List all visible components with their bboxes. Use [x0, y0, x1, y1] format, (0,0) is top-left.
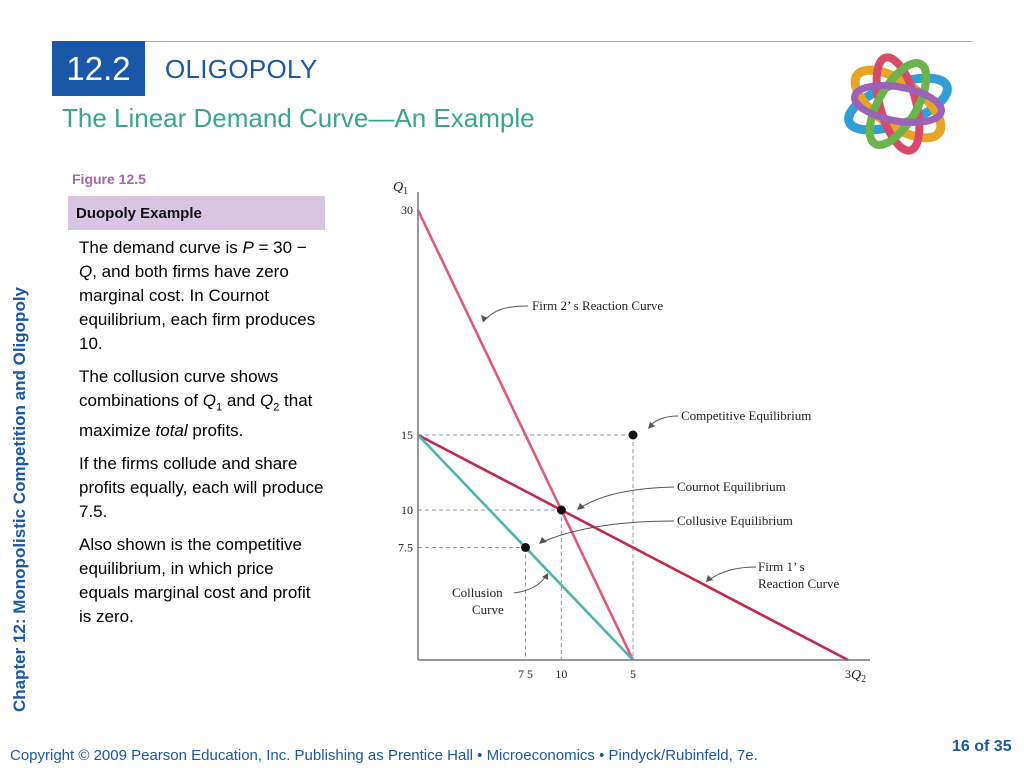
paragraph-competitive: Also shown is the competitive equilibrium, in which price equals marginal cost and profit is zero.: [79, 535, 311, 627]
firm2-annotation: Firm 2’ s Reaction Curve: [532, 298, 664, 313]
x-tick-label-0: 7 5: [518, 667, 533, 681]
equilibrium-point-2: [521, 543, 530, 552]
competitive-arrowhead: [648, 422, 655, 429]
section-number: 12.2: [52, 41, 145, 96]
figure-label: Figure 12.5: [72, 171, 146, 187]
equilibrium-point-1: [557, 506, 566, 515]
rings-logo-icon: [826, 42, 971, 172]
y-tick-label-3: 7.5: [398, 540, 413, 555]
firm2-leader: [483, 306, 528, 322]
x-tick-label-1: 10: [555, 667, 568, 681]
equilibrium-points: [521, 431, 638, 553]
slide-subtitle: The Linear Demand Curve—An Example: [62, 103, 535, 133]
y-tick-label-0: 30: [401, 203, 413, 217]
paragraph-demand: The demand curve is P = 30 − Q, and both firms have zero marginal cost. In Cournot equilibrium, each firm produces 10.: [79, 238, 316, 353]
firm1-annotation-line2: Reaction Curve: [758, 576, 840, 591]
chapter-sidebar-text: Chapter 12: Monopolistic Competition and Oligopoly: [10, 287, 29, 712]
annotations: [452, 298, 839, 617]
footer-copyright: Copyright © 2009 Pearson Education, Inc. Publishing as Prentice Hall • Microeconomics • Pindyck/Rubinfeld, 7e.: [10, 747, 758, 764]
x-tick-label-3: 3: [845, 667, 851, 681]
collusion-leader: [514, 576, 546, 593]
competitive-annotation: Competitive Equilibrium: [681, 408, 812, 423]
section-title: OLIGOPOLY: [165, 54, 318, 84]
paragraph-collusion: The collusion curve shows combinations of $Q_1$ and $Q_2$ that maximize total profits.: [79, 367, 313, 441]
firm1-annotation-line1: Firm 1’ s: [758, 559, 805, 574]
competitive-leader: [650, 416, 678, 426]
collusive-annotation: Collusive Equilibrium: [677, 513, 793, 528]
x-axis-label: $Q_2$: [851, 668, 867, 685]
y-tick-label-2: 10: [401, 503, 413, 517]
equilibrium-point-0: [629, 431, 638, 440]
collusion-annotation-line2: Curve: [472, 602, 504, 617]
cournot-leader: [580, 487, 674, 508]
paragraph-share: If the firms collude and share profits equally, each will produce 7.5.: [79, 454, 324, 522]
reaction-curves-chart: [380, 170, 880, 690]
y-tick-label-1: 15: [401, 428, 413, 442]
firm1-leader: [709, 567, 756, 580]
collusion-arrowhead: [542, 573, 548, 580]
tick-labels: [398, 203, 851, 681]
y-axis-label: $Q_1$: [393, 180, 409, 197]
cournot-arrowhead: [577, 503, 585, 510]
page-number: 16 of 35: [952, 738, 1012, 755]
x-tick-label-2: 5: [630, 667, 636, 681]
panel-header: Duopoly Example: [68, 196, 325, 230]
collusion-annotation-line1: Collusion: [452, 585, 503, 600]
panel-body: [79, 236, 324, 638]
cournot-annotation: Cournot Equilibrium: [677, 479, 786, 494]
